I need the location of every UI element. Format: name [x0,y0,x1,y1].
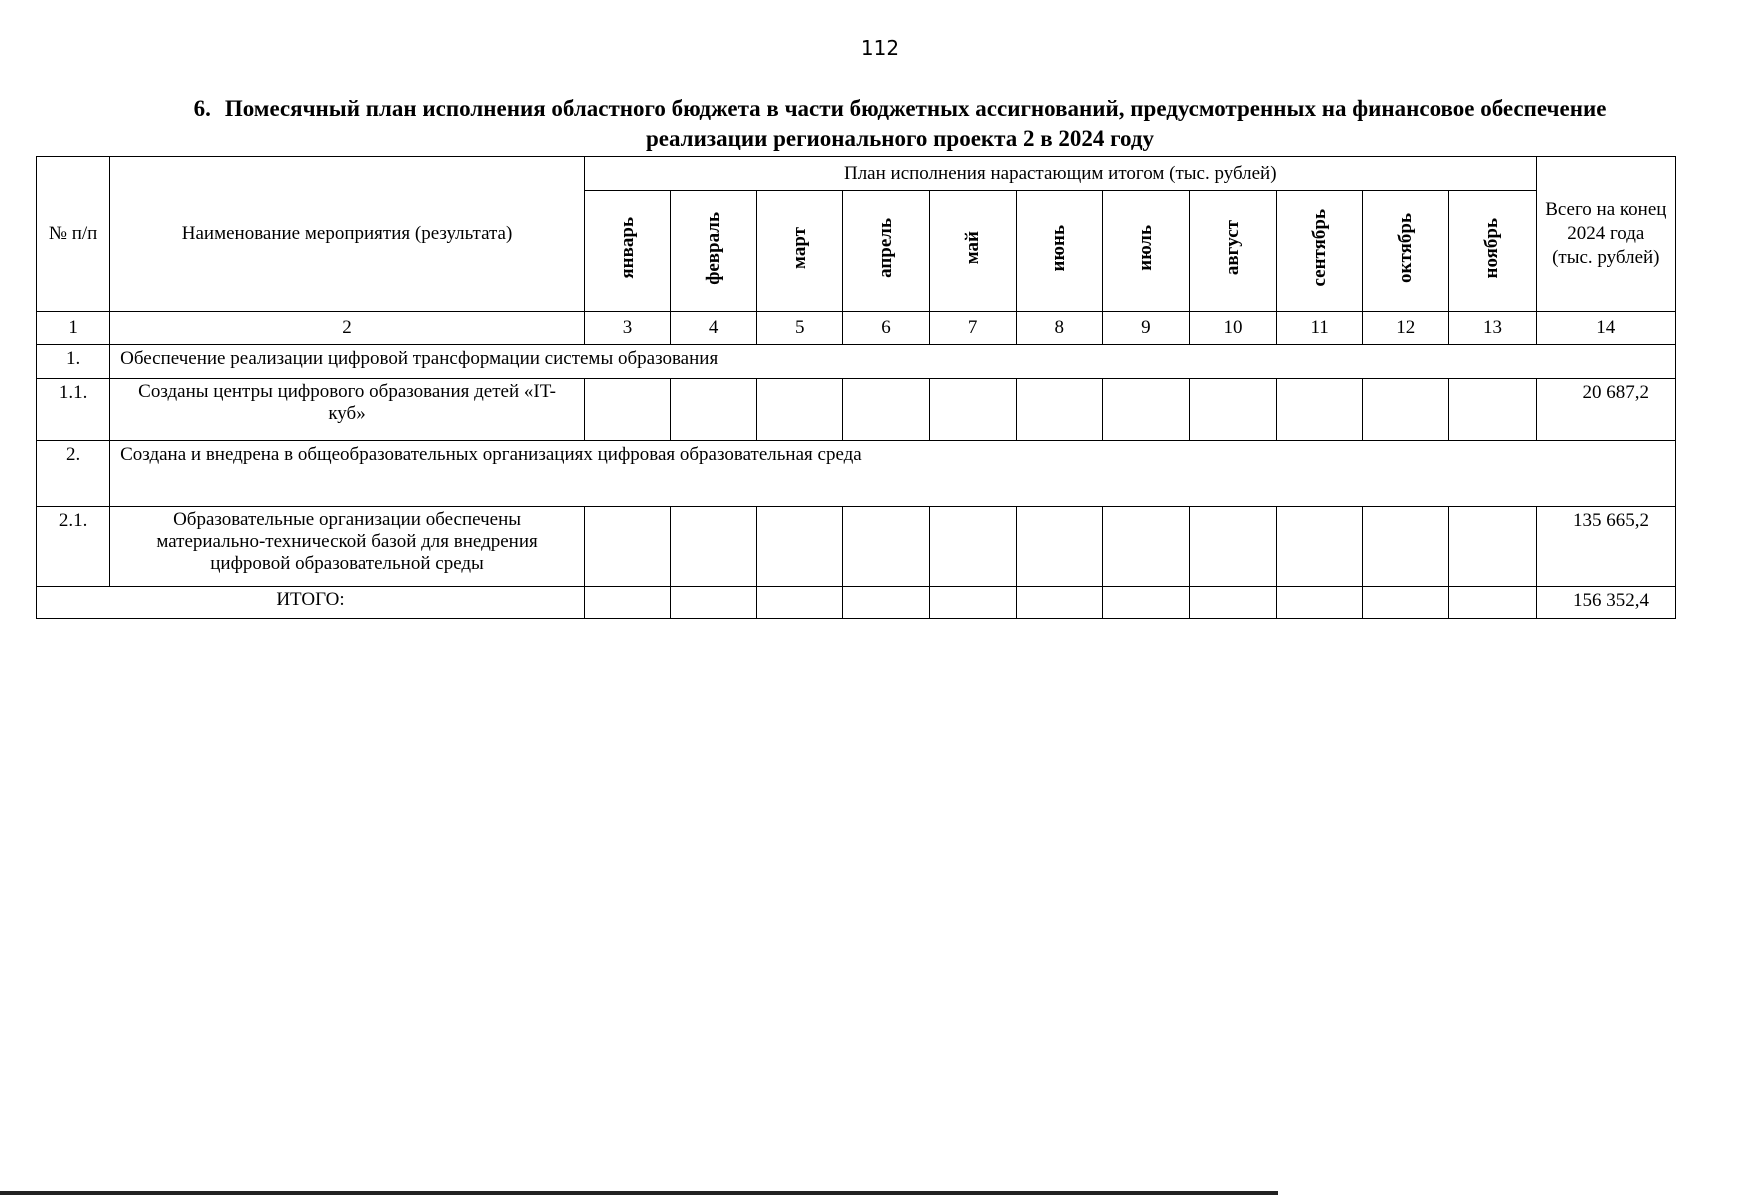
month-cell [929,587,1016,619]
header-total: Всего на конец 2024 года (тыс. рублей) [1536,157,1675,312]
month-cell [584,507,670,587]
budget-plan-table [36,156,1676,619]
header-month: март [757,191,843,312]
table-row [37,507,1676,587]
month-cell [843,507,929,587]
column-index: 7 [929,312,1016,345]
column-index: 14 [1536,312,1675,345]
month-cell [1102,507,1189,587]
month-cell [1016,507,1102,587]
header-month: август [1189,191,1276,312]
column-index: 1 [37,312,110,345]
month-cell [1277,507,1363,587]
column-index: 5 [757,312,843,345]
month-cell [1189,587,1276,619]
month-cell [1277,587,1363,619]
row-total: 20 687,2 [1536,379,1675,441]
month-cell [1189,507,1276,587]
header-num: № п/п [37,157,110,312]
column-index: 13 [1449,312,1536,345]
column-index: 4 [671,312,757,345]
column-index: 10 [1189,312,1276,345]
month-cell [843,379,929,441]
month-cell [757,587,843,619]
row-number: 2.1. [37,507,110,587]
month-cell [1016,379,1102,441]
month-cell [1449,507,1536,587]
section-row [37,441,1676,507]
month-cell [929,507,1016,587]
month-cell [757,379,843,441]
header-month: апрель [843,191,929,312]
month-cell [929,379,1016,441]
header-month: февраль [671,191,757,312]
month-cell [1363,379,1449,441]
column-index: 6 [843,312,929,345]
month-cell [1363,507,1449,587]
header-month: сентябрь [1277,191,1363,312]
month-cell [1016,587,1102,619]
month-cell [757,507,843,587]
header-month: январь [584,191,670,312]
section-number: 2. [37,441,110,507]
month-cell [1449,379,1536,441]
grand-total-label: ИТОГО: [37,587,585,619]
header-month: ноябрь [1449,191,1536,312]
header-month: июнь [1016,191,1102,312]
section-row [37,345,1676,379]
column-index: 9 [1102,312,1189,345]
month-cell [671,587,757,619]
column-index: 11 [1277,312,1363,345]
column-index: 2 [110,312,585,345]
table-row [37,379,1676,441]
title-line-2: реализации регионального проекта 2 в 2024 году [645,126,1155,151]
month-cell [1189,379,1276,441]
month-cell [1102,587,1189,619]
month-cell [1449,587,1536,619]
row-name: Образовательные организации обеспечены материально-технической базой для внедрения цифровой образовательной среды [110,507,585,587]
section-title: Обеспечение реализации цифровой трансформации системы образования [110,345,1676,379]
grand-total-value: 156 352,4 [1536,587,1675,619]
column-index: 8 [1016,312,1102,345]
row-name: Созданы центры цифрового образования детей «IT-куб» [110,379,585,441]
section-title: Создана и внедрена в общеобразовательных организациях цифровая образовательная среда [110,441,1676,507]
month-cell [671,379,757,441]
section-number: 1. [37,345,110,379]
header-plan-group: План исполнения нарастающим итогом (тыс. рублей) [584,157,1536,191]
month-cell [843,587,929,619]
column-index: 3 [584,312,670,345]
header-name: Наименование мероприятия (результата) [110,157,585,312]
header-month: июль [1102,191,1189,312]
month-cell [1277,379,1363,441]
title-line-1: Помесячный план исполнения областного бюджета в части бюджетных ассигнований, предусмотренных на финансовое обеспечение [224,96,1607,121]
month-cell [584,379,670,441]
month-cell [1363,587,1449,619]
month-cell [671,507,757,587]
scan-edge-rule [0,1191,1278,1195]
row-number: 1.1. [37,379,110,441]
header-month: май [929,191,1016,312]
column-index: 12 [1363,312,1449,345]
month-cell [584,587,670,619]
header-month: октябрь [1363,191,1449,312]
page-number: 112 [860,36,900,60]
grand-total-row [37,587,1676,619]
month-cell [1102,379,1189,441]
title-number: 6. [193,96,211,121]
column-index-row [37,312,1676,345]
document-title [100,94,1700,154]
row-total: 135 665,2 [1536,507,1675,587]
